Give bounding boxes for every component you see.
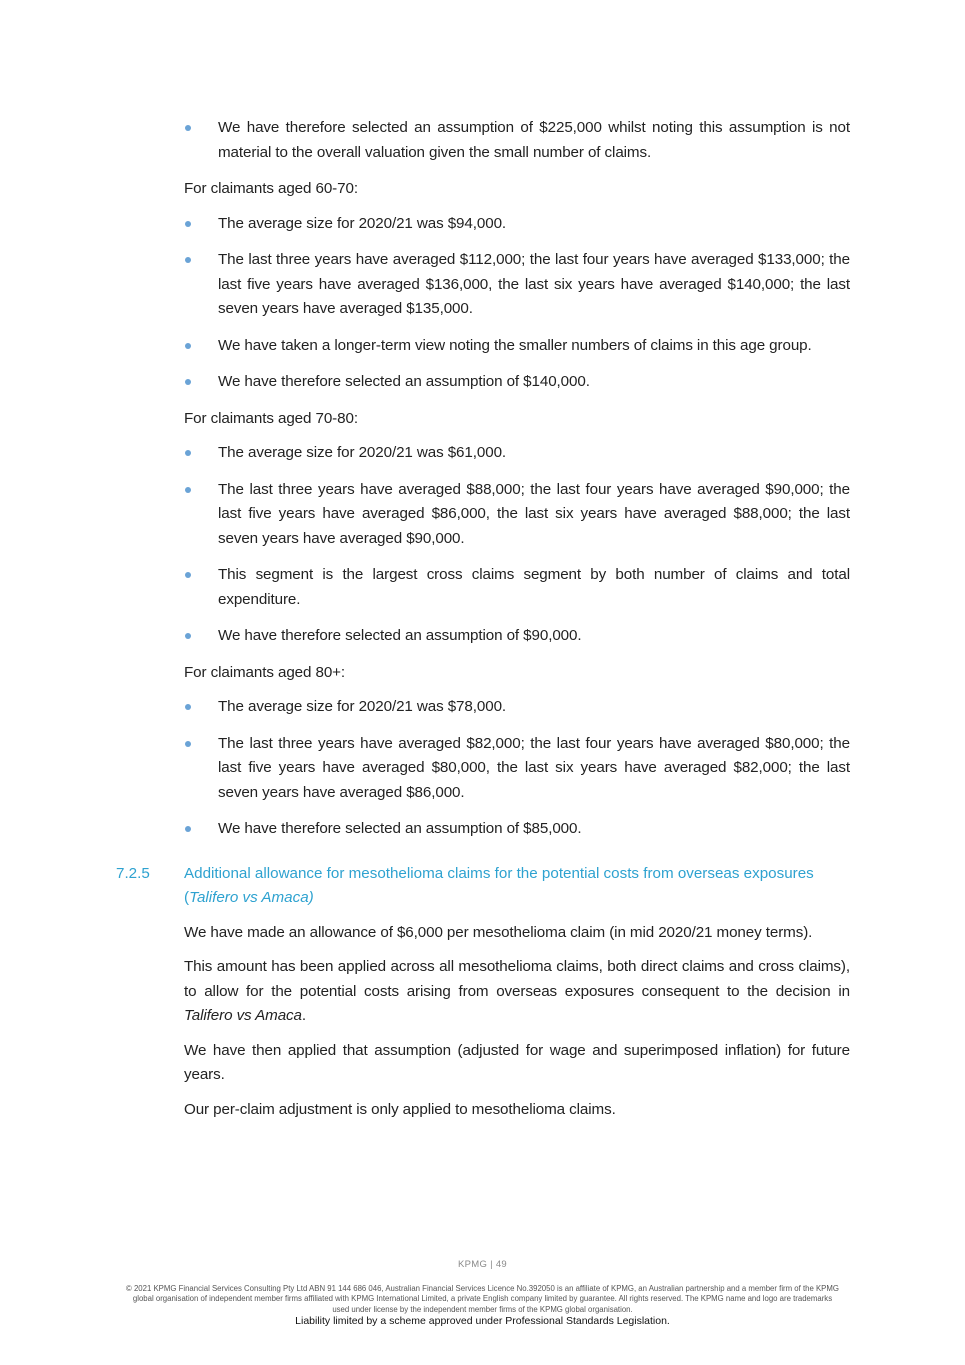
subheading-age-70-80: For claimants aged 70-80: <box>184 409 358 427</box>
bullet-icon <box>185 572 191 578</box>
section-paragraph: Our per-claim adjustment is only applied to mesothelioma claims. <box>184 1100 616 1118</box>
legal-notice: © 2021 KPMG Financial Services Consulting Pty Ltd ABN 91 144 686 046, Australian Financial Services Licence No.392050 is an affiliate of KPMG, an Australian partnership and a member firm of the KPMG global organisation of independent member firms affiliated with KPMG International Limited, a private English company limited by guarantee. All rights reserved. The KPMG name and logo are trademarks used under license by the independent member firms of the KPMG global organisation. <box>126 1284 839 1314</box>
bullet-icon <box>185 257 191 263</box>
liability-notice: Liability limited by a scheme approved under Professional Standards Legislation. <box>295 1315 670 1327</box>
bullet-item: We have therefore selected an assumption of $90,000. <box>184 624 850 649</box>
bullet-item: The last three years have averaged $88,000; the last four years have averaged $90,000; the last five years have averaged $86,000, the last six years have averaged $88,000; the last seven years have averaged $90,000. <box>184 478 850 552</box>
subheading-age-80-plus: For claimants aged 80+: <box>184 663 346 681</box>
bullet-item: This segment is the largest cross claims segment by both number of claims and total expenditure. <box>184 563 850 612</box>
section-paragraph: This amount has been applied across all mesothelioma claims, both direct claims and cross claims), to allow for the potential costs arising from overseas exposures consequent to the decision in Talifero vs Amaca. <box>184 958 850 1024</box>
bullet-icon <box>185 826 191 832</box>
bullet-item: The average size for 2020/21 was $61,000. <box>184 441 850 466</box>
section-heading <box>116 862 850 911</box>
bullet-icon <box>185 704 191 710</box>
bullet-item: The average size for 2020/21 was $78,000. <box>184 695 850 720</box>
bullet-item: The last three years have averaged $112,000; the last four years have averaged $133,000; the last five years have averaged $136,000, the last six years have averaged $140,000; the last seven years have averaged $135,000. <box>184 248 850 322</box>
section-number: 7.2.5 <box>116 864 150 882</box>
bullet-icon <box>185 125 191 131</box>
section-title-case-name: Talifero vs Amaca) <box>189 889 314 906</box>
bullet-icon <box>185 487 191 493</box>
bullet-icon <box>185 221 191 227</box>
bullet-icon <box>185 741 191 747</box>
bullet-item: We have therefore selected an assumption of $140,000. <box>184 370 850 395</box>
bullet-item: We have therefore selected an assumption of $85,000. <box>184 817 850 842</box>
bullet-icon <box>185 343 191 349</box>
case-name: Talifero vs Amaca <box>184 1007 302 1024</box>
bullet-icon <box>185 379 191 385</box>
bullet-icon <box>185 450 191 456</box>
page-content <box>116 116 850 1132</box>
bullet-item: We have therefore selected an assumption of $225,000 whilst noting this assumption is not material to the overall valuation given the small number of claims. <box>184 116 850 165</box>
bullet-icon <box>185 633 191 639</box>
bullet-item: The last three years have averaged $82,000; the last four years have averaged $80,000; the last five years have averaged $80,000, the last six years have averaged $82,000; the last seven years have averaged $86,000. <box>184 732 850 806</box>
page-number: KPMG | 49 <box>458 1259 507 1270</box>
section-title: Additional allowance for mesothelioma claims for the potential costs from overseas exposures ( <box>184 864 814 906</box>
section-paragraph: We have made an allowance of $6,000 per mesothelioma claim (in mid 2020/21 money terms). <box>184 923 813 941</box>
section-paragraph: We have then applied that assumption (adjusted for wage and superimposed inflation) for future years. <box>184 1041 850 1083</box>
bullet-item: The average size for 2020/21 was $94,000. <box>184 212 850 237</box>
bullet-item: We have taken a longer-term view noting the smaller numbers of claims in this age group. <box>184 334 850 359</box>
subheading-age-60-70: For claimants aged 60-70: <box>184 180 358 197</box>
